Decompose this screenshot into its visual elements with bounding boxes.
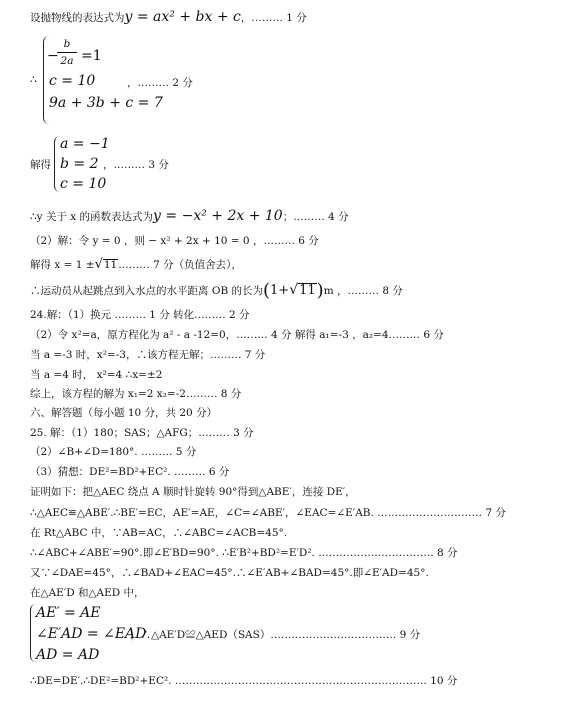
neg-sign: − bbox=[47, 48, 59, 64]
sqrt-symbol-1: √ bbox=[94, 257, 103, 272]
sqrt-symbol-2: √ bbox=[289, 282, 299, 298]
eq2: c = 10 bbox=[49, 73, 96, 89]
fraction-denominator: 2a bbox=[60, 55, 74, 67]
line-6 bbox=[30, 258, 242, 271]
close-paren: ) bbox=[316, 280, 324, 301]
line-4 bbox=[30, 209, 349, 223]
one-plus: 1+ bbox=[270, 283, 290, 298]
line-7 bbox=[30, 282, 403, 300]
radicand-1: 11 bbox=[103, 259, 118, 271]
q25-line-7: ∴∠ABC+∠ABE′=90°.即∠E′BD=90°. ∴E′B²+BD²=E′D². …………………………… 8 分 bbox=[30, 547, 458, 559]
line-4-score: ；……… 4 分 bbox=[282, 211, 349, 223]
line-1 bbox=[30, 10, 307, 24]
line-6-pre: 解得 x = 1 ± bbox=[30, 259, 95, 271]
cong-row-1: AE′ = AE bbox=[36, 605, 101, 621]
q24-line-5: 综上，该方程的解为 x₁=2 x₂=-2……… 8 分 bbox=[30, 388, 242, 400]
therefore-1: ∴ bbox=[30, 74, 37, 86]
q25-line-9: 在△AE′D 和△AED 中， bbox=[30, 587, 145, 599]
line-4-text: ∴y 关于 x 的函数表达式为 bbox=[30, 211, 154, 223]
solve-label: 解得 bbox=[30, 159, 51, 171]
q25-line-5: ∴△AEC≌△ABE′.∴BE′=EC，AE′=AE，∠C=∠ABE′，∠EAC=∠E′AB. ………………………… 7 分 bbox=[30, 507, 507, 519]
q24-line-3: 当 a =-3 时，x²=-3，∴该方程无解；……… 7 分 bbox=[30, 349, 266, 361]
line-1-prefix: 设抛物线的表达式为 bbox=[30, 12, 125, 24]
radicand-2: 11 bbox=[299, 283, 316, 298]
final-line: ∴DE=DE′.∴DE²=BD²+EC². ……………………………………………………………… 10 分 bbox=[30, 675, 458, 687]
sol-c: c = 10 bbox=[60, 176, 107, 192]
cong-row-2: ∠E′AD = ∠EAD bbox=[36, 626, 147, 642]
q24-line-1: 24.解：（1）换元 ……… 1 分 转化……… 2 分 bbox=[30, 309, 250, 321]
q25-line-2: （2）∠B+∠D=180°. ……… 5 分 bbox=[30, 446, 197, 458]
function-formula: y = −x² + 2x + 10 bbox=[153, 208, 283, 224]
q25-line-4: 证明如下：把△AEC 绕点 A 顺时针旋转 90°得到△ABE′，连接 DE′， bbox=[30, 486, 356, 498]
score-3: ，……… 3 分 bbox=[103, 159, 169, 171]
score-2: ，……… 2 分 bbox=[127, 77, 193, 89]
line-7-post: m ，……… 8 分 bbox=[323, 285, 403, 297]
fraction-numerator: b bbox=[63, 38, 71, 50]
parabola-formula: y = ax² + bx + c bbox=[124, 9, 241, 25]
sol-a: a = −1 bbox=[60, 136, 110, 152]
sol-b: b = 2 bbox=[60, 156, 99, 172]
q25-line-8: 又∵∠DAE=45°，∴∠BAD+∠EAC=45°.∴∠E′AB+∠BAD=45°.即∠E′AD=45°. bbox=[30, 567, 429, 579]
line-5: （2）解：令 y = 0 ，则 − x² + 2x + 10 = 0 ，……… 6 分 bbox=[30, 235, 319, 247]
q25-line-6: 在 Rt△ABC 中，∵AB=AC，∴∠ABC=∠ACB=45°. bbox=[30, 527, 288, 539]
cong-conclusion: ，∴△AE′D≌△AED（SAS）……………………………… 9 分 bbox=[130, 629, 421, 641]
q24-line-4: 当 a =4 时， x²=4 ∴x=±2 bbox=[30, 369, 163, 381]
eq3: 9a + 3b + c = 7 bbox=[49, 95, 163, 111]
q25-line-3: （3）猜想：DE²=BD²+EC². ……… 6 分 bbox=[30, 466, 230, 478]
cong-row-3: AD = AD bbox=[36, 647, 100, 663]
line-7-pre: ∴运动员从起跳点到入水点的水平距离 OB 的长为 bbox=[30, 285, 263, 297]
line-6-post: ……… 7 分（负值舍去）， bbox=[118, 259, 242, 271]
fraction-bar bbox=[57, 52, 77, 53]
eq1-rhs: =1 bbox=[81, 48, 102, 64]
section-6-heading: 六、解答题（每小题 10 分，共 20 分） bbox=[30, 407, 218, 419]
fraction-b-2a bbox=[57, 38, 77, 67]
q24-line-2: （2）令 x²=a，原方程化为 a² - a -12=0，……… 4 分 解得 a₁=-3 ，a₂=4……… 6 分 bbox=[30, 329, 444, 341]
line-1-score: ，……… 1 分 bbox=[240, 12, 307, 24]
q25-line-1: 25. 解：（1）180；SAS；△AFG；……… 3 分 bbox=[30, 427, 254, 439]
open-paren: ( bbox=[263, 280, 271, 301]
